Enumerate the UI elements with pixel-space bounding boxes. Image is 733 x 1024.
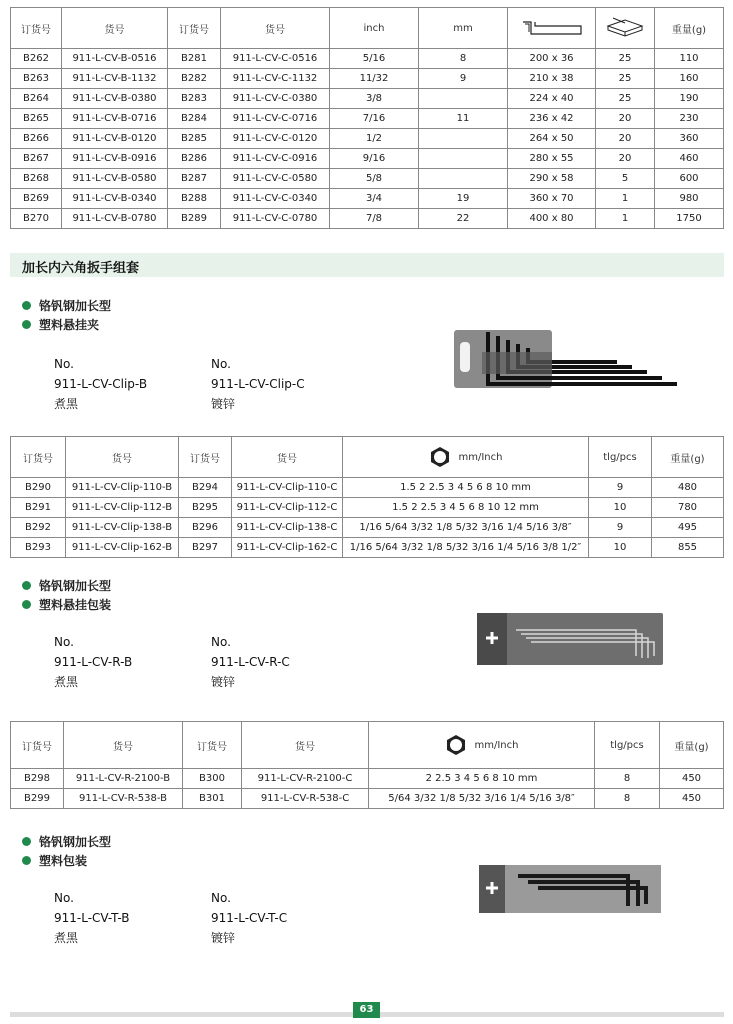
variant-b bbox=[54, 632, 132, 692]
table-cell: 1.5 2 2.5 3 4 5 6 8 10 12 mm bbox=[343, 498, 589, 518]
hex-key-dimension-icon bbox=[521, 18, 583, 36]
table-cell: 911-L-CV-C-0916 bbox=[221, 149, 330, 169]
table-cell: 911-L-CV-Clip-138-B bbox=[66, 518, 179, 538]
bullet-icon bbox=[22, 856, 31, 865]
table-cell: 10 bbox=[589, 538, 652, 558]
table-cell: 280 x 55 bbox=[508, 149, 596, 169]
feature-item bbox=[22, 595, 111, 614]
table-cell: 224 x 40 bbox=[508, 89, 596, 109]
table-row bbox=[11, 769, 724, 789]
table-cell: 3/8 bbox=[330, 89, 419, 109]
table-cell: 360 bbox=[655, 129, 724, 149]
table-row bbox=[11, 109, 724, 129]
table-cell: 911-L-CV-Clip-110-B bbox=[66, 478, 179, 498]
table-cell: 480 bbox=[652, 478, 724, 498]
table-cell: 9 bbox=[419, 69, 508, 89]
col-sizes-label: mm/Inch bbox=[458, 452, 503, 463]
table-cell: B285 bbox=[168, 129, 221, 149]
table-cell: 1/16 5/64 3/32 1/8 5/32 3/16 1/4 5/16 3/8 1/2″ bbox=[343, 538, 589, 558]
clip-set-product-image bbox=[452, 322, 682, 394]
table-cell: 1750 bbox=[655, 209, 724, 229]
table-cell: 1/2 bbox=[330, 129, 419, 149]
spec-table-3 bbox=[10, 721, 724, 809]
table-cell: 11/32 bbox=[330, 69, 419, 89]
table-cell: 9 bbox=[589, 478, 652, 498]
table-cell: B283 bbox=[168, 89, 221, 109]
table-cell: 600 bbox=[655, 169, 724, 189]
feature-text: 塑料悬挂夹 bbox=[39, 318, 100, 332]
table-cell: 5 bbox=[596, 169, 655, 189]
table-cell: 911-L-CV-R-2100-C bbox=[242, 769, 369, 789]
table-cell: 264 x 50 bbox=[508, 129, 596, 149]
table-cell: B289 bbox=[168, 209, 221, 229]
product-code: 911-L-CV-Clip-B bbox=[54, 377, 148, 391]
table-cell: B287 bbox=[168, 169, 221, 189]
table-cell: B270 bbox=[11, 209, 62, 229]
table-cell: 5/64 3/32 1/8 5/32 3/16 1/4 5/16 3/8″ bbox=[369, 789, 595, 809]
bullet-icon bbox=[22, 320, 31, 329]
table-cell: 20 bbox=[596, 129, 655, 149]
feature-item bbox=[22, 832, 111, 851]
table-cell: 20 bbox=[596, 109, 655, 129]
table-cell: 1/16 5/64 3/32 1/8 5/32 3/16 1/4 5/16 3/8″ bbox=[343, 518, 589, 538]
col-weight: 重量(g) bbox=[655, 8, 724, 49]
table-row bbox=[11, 209, 724, 229]
col-order-no: 订货号 bbox=[183, 722, 242, 769]
finish-label: 镀锌 bbox=[211, 397, 236, 411]
bullet-icon bbox=[22, 600, 31, 609]
col-mm: mm bbox=[419, 8, 508, 49]
table-cell: 450 bbox=[660, 789, 724, 809]
table-cell: 911-L-CV-C-1132 bbox=[221, 69, 330, 89]
table-cell: 9 bbox=[589, 518, 652, 538]
table-cell: 911-L-CV-Clip-162-B bbox=[66, 538, 179, 558]
table-cell: B295 bbox=[179, 498, 232, 518]
table-cell: 160 bbox=[655, 69, 724, 89]
spec-table-2 bbox=[10, 436, 724, 558]
table-cell: 911-L-CV-B-0780 bbox=[62, 209, 168, 229]
table-cell: 911-L-CV-C-0340 bbox=[221, 189, 330, 209]
table-cell: 911-L-CV-B-0716 bbox=[62, 109, 168, 129]
table-cell: 400 x 80 bbox=[508, 209, 596, 229]
hex-socket-icon bbox=[429, 446, 451, 468]
table-cell: 980 bbox=[655, 189, 724, 209]
table-cell: 911-L-CV-B-1132 bbox=[62, 69, 168, 89]
table-cell: 911-L-CV-Clip-110-C bbox=[232, 478, 343, 498]
feature-item bbox=[22, 576, 111, 595]
page-number: 63 bbox=[353, 1002, 380, 1018]
finish-label: 煮黑 bbox=[54, 397, 79, 411]
col-order-no: 订货号 bbox=[179, 437, 232, 478]
table-cell: 8 bbox=[419, 49, 508, 69]
table-cell: B267 bbox=[11, 149, 62, 169]
col-sizes-label: mm/Inch bbox=[474, 740, 519, 751]
table-cell: 2 2.5 3 4 5 6 8 10 mm bbox=[369, 769, 595, 789]
table-cell: B293 bbox=[11, 538, 66, 558]
table-cell: 911-L-CV-R-2100-B bbox=[64, 769, 183, 789]
feature-text: 铬钒钢加长型 bbox=[39, 835, 112, 849]
table-cell: B266 bbox=[11, 129, 62, 149]
section-header bbox=[10, 253, 724, 277]
col-pcs: tlg/pcs bbox=[595, 722, 660, 769]
table-cell: 911-L-CV-B-0380 bbox=[62, 89, 168, 109]
table-row bbox=[11, 69, 724, 89]
no-label: No. bbox=[54, 357, 74, 371]
col-order-no: 订货号 bbox=[11, 437, 66, 478]
table-cell: B263 bbox=[11, 69, 62, 89]
col-pack-qty bbox=[596, 8, 655, 49]
table-cell: 780 bbox=[652, 498, 724, 518]
table-cell: B265 bbox=[11, 109, 62, 129]
col-order-no: 订货号 bbox=[11, 722, 64, 769]
col-item-no: 货号 bbox=[66, 437, 179, 478]
table-cell: 495 bbox=[652, 518, 724, 538]
bullet-icon bbox=[22, 837, 31, 846]
no-label: No. bbox=[211, 891, 231, 905]
table-cell: 200 x 36 bbox=[508, 49, 596, 69]
bag-set-product-image bbox=[478, 864, 664, 916]
table-cell: B282 bbox=[168, 69, 221, 89]
table-cell: B301 bbox=[183, 789, 242, 809]
spec-table-1 bbox=[10, 7, 724, 229]
variant-b bbox=[54, 354, 147, 414]
col-sizes bbox=[343, 437, 589, 478]
feature-list bbox=[22, 576, 111, 614]
table-cell: 7/16 bbox=[330, 109, 419, 129]
table-cell: B284 bbox=[168, 109, 221, 129]
table-cell: 450 bbox=[660, 769, 724, 789]
col-item-no: 货号 bbox=[64, 722, 183, 769]
finish-label: 镀锌 bbox=[211, 675, 236, 689]
table-header-row bbox=[11, 722, 724, 769]
bullet-icon bbox=[22, 581, 31, 590]
table-cell: B292 bbox=[11, 518, 66, 538]
table-cell: 855 bbox=[652, 538, 724, 558]
table-cell: 911-L-CV-B-0120 bbox=[62, 129, 168, 149]
no-label: No. bbox=[211, 635, 231, 649]
col-weight: 重量(g) bbox=[660, 722, 724, 769]
table-cell: 911-L-CV-R-538-B bbox=[64, 789, 183, 809]
table-cell: 290 x 58 bbox=[508, 169, 596, 189]
table-row bbox=[11, 498, 724, 518]
table-cell: 5/16 bbox=[330, 49, 419, 69]
finish-label: 煮黑 bbox=[54, 675, 79, 689]
finish-label: 煮黑 bbox=[54, 931, 79, 945]
col-inch: inch bbox=[330, 8, 419, 49]
table-cell: 911-L-CV-B-0916 bbox=[62, 149, 168, 169]
table-cell: 1 bbox=[596, 189, 655, 209]
table-cell: 911-L-CV-C-0580 bbox=[221, 169, 330, 189]
table-cell: 7/8 bbox=[330, 209, 419, 229]
table-row bbox=[11, 49, 724, 69]
bullet-icon bbox=[22, 301, 31, 310]
section-title: 加长内六角扳手组套 bbox=[22, 261, 140, 276]
col-pcs: tlg/pcs bbox=[589, 437, 652, 478]
table-cell: 911-L-CV-Clip-112-C bbox=[232, 498, 343, 518]
table-cell: 460 bbox=[655, 149, 724, 169]
product-code: 911-L-CV-T-B bbox=[54, 911, 130, 925]
table-cell: B291 bbox=[11, 498, 66, 518]
feature-text: 铬钒钢加长型 bbox=[39, 579, 112, 593]
table-cell: 911-L-CV-Clip-138-C bbox=[232, 518, 343, 538]
table-cell: 10 bbox=[589, 498, 652, 518]
table-cell: 911-L-CV-C-0780 bbox=[221, 209, 330, 229]
table-cell: B262 bbox=[11, 49, 62, 69]
table-cell: 110 bbox=[655, 49, 724, 69]
table-cell: 25 bbox=[596, 89, 655, 109]
product-code: 911-L-CV-R-C bbox=[211, 655, 290, 669]
table-cell: B268 bbox=[11, 169, 62, 189]
table-cell: 8 bbox=[595, 789, 660, 809]
package-box-icon bbox=[605, 16, 645, 38]
table-row bbox=[11, 518, 724, 538]
col-item-no: 货号 bbox=[221, 8, 330, 49]
feature-item bbox=[22, 315, 111, 334]
table-cell: B281 bbox=[168, 49, 221, 69]
feature-text: 塑料悬挂包装 bbox=[39, 598, 112, 612]
table-cell: 911-L-CV-Clip-162-C bbox=[232, 538, 343, 558]
feature-list bbox=[22, 296, 111, 334]
col-order-no: 订货号 bbox=[11, 8, 62, 49]
table-cell: B290 bbox=[11, 478, 66, 498]
table-cell: B300 bbox=[183, 769, 242, 789]
no-label: No. bbox=[54, 635, 74, 649]
table-cell: 190 bbox=[655, 89, 724, 109]
table-cell: 25 bbox=[596, 49, 655, 69]
table-cell bbox=[419, 129, 508, 149]
feature-item bbox=[22, 851, 111, 870]
table-cell: 1 bbox=[596, 209, 655, 229]
variant-b bbox=[54, 888, 130, 948]
table-cell: 22 bbox=[419, 209, 508, 229]
table-row bbox=[11, 149, 724, 169]
table-cell: B286 bbox=[168, 149, 221, 169]
col-order-no: 订货号 bbox=[168, 8, 221, 49]
table-cell: B298 bbox=[11, 769, 64, 789]
variant-c bbox=[211, 888, 287, 948]
variant-c bbox=[211, 632, 290, 692]
table-cell: 19 bbox=[419, 189, 508, 209]
finish-label: 镀锌 bbox=[211, 931, 236, 945]
table-cell: 911-L-CV-Clip-112-B bbox=[66, 498, 179, 518]
table-cell: B264 bbox=[11, 89, 62, 109]
variant-c bbox=[211, 354, 305, 414]
product-code: 911-L-CV-R-B bbox=[54, 655, 133, 669]
col-item-no: 货号 bbox=[242, 722, 369, 769]
pouch-set-product-image bbox=[476, 612, 666, 668]
table-cell: 236 x 42 bbox=[508, 109, 596, 129]
table-row bbox=[11, 89, 724, 109]
feature-list bbox=[22, 832, 111, 870]
table-header-row bbox=[11, 437, 724, 478]
table-cell bbox=[419, 89, 508, 109]
product-code: 911-L-CV-Clip-C bbox=[211, 377, 305, 391]
table-cell: 1.5 2 2.5 3 4 5 6 8 10 mm bbox=[343, 478, 589, 498]
table-cell: 20 bbox=[596, 149, 655, 169]
table-cell: 210 x 38 bbox=[508, 69, 596, 89]
feature-text: 铬钒钢加长型 bbox=[39, 299, 112, 313]
table-row bbox=[11, 169, 724, 189]
table-cell: 911-L-CV-C-0380 bbox=[221, 89, 330, 109]
feature-text: 塑料包装 bbox=[39, 854, 88, 868]
table-row bbox=[11, 478, 724, 498]
table-cell: 8 bbox=[595, 769, 660, 789]
col-sizes bbox=[369, 722, 595, 769]
table-cell: 230 bbox=[655, 109, 724, 129]
table-cell: B299 bbox=[11, 789, 64, 809]
col-item-no: 货号 bbox=[62, 8, 168, 49]
col-dimension bbox=[508, 8, 596, 49]
table-row bbox=[11, 789, 724, 809]
table-cell: B288 bbox=[168, 189, 221, 209]
no-label: No. bbox=[54, 891, 74, 905]
table-cell: 911-L-CV-C-0120 bbox=[221, 129, 330, 149]
table-header-row bbox=[11, 8, 724, 49]
table-cell bbox=[419, 149, 508, 169]
feature-item bbox=[22, 296, 111, 315]
table-cell: 25 bbox=[596, 69, 655, 89]
table-row bbox=[11, 129, 724, 149]
table-cell: B297 bbox=[179, 538, 232, 558]
table-cell: 360 x 70 bbox=[508, 189, 596, 209]
table-cell: 911-L-CV-B-0516 bbox=[62, 49, 168, 69]
table-cell: 911-L-CV-C-0516 bbox=[221, 49, 330, 69]
table-row bbox=[11, 189, 724, 209]
table-cell: B269 bbox=[11, 189, 62, 209]
col-weight: 重量(g) bbox=[652, 437, 724, 478]
no-label: No. bbox=[211, 357, 231, 371]
hex-socket-icon bbox=[445, 734, 467, 756]
table-cell: 911-L-CV-C-0716 bbox=[221, 109, 330, 129]
table-cell: 911-L-CV-B-0340 bbox=[62, 189, 168, 209]
table-cell: 9/16 bbox=[330, 149, 419, 169]
product-code: 911-L-CV-T-C bbox=[211, 911, 288, 925]
table-cell: 911-L-CV-B-0580 bbox=[62, 169, 168, 189]
table-cell: B294 bbox=[179, 478, 232, 498]
table-cell: 911-L-CV-R-538-C bbox=[242, 789, 369, 809]
table-cell: 3/4 bbox=[330, 189, 419, 209]
table-row bbox=[11, 538, 724, 558]
table-cell bbox=[419, 169, 508, 189]
table-cell: 11 bbox=[419, 109, 508, 129]
col-item-no: 货号 bbox=[232, 437, 343, 478]
table-cell: B296 bbox=[179, 518, 232, 538]
table-cell: 5/8 bbox=[330, 169, 419, 189]
